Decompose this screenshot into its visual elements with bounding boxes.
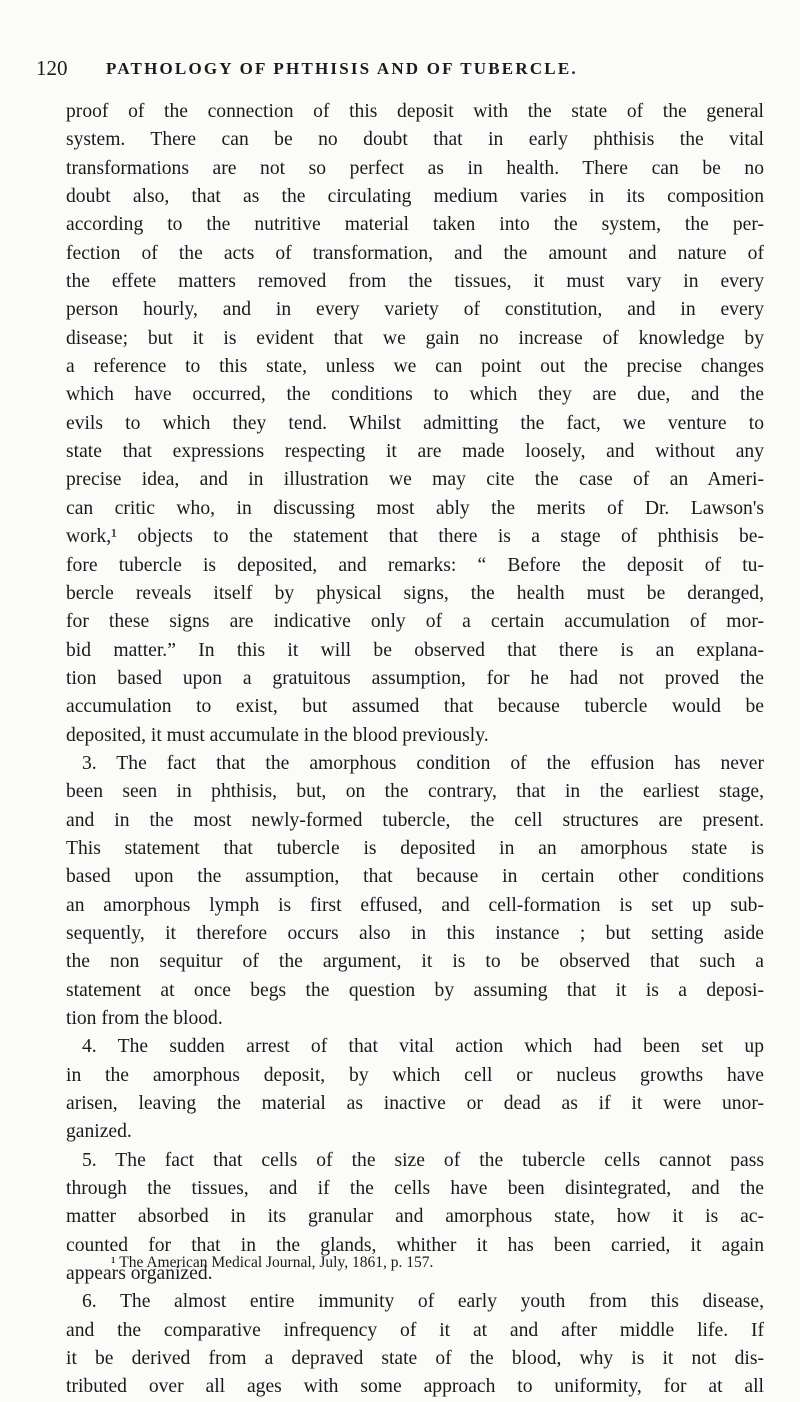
text-line: evils to which they tend. Whilst admitting the fact, we venture to: [66, 412, 764, 434]
text-line: matter absorbed in its granular and amorphous state, how it is ac-: [66, 1206, 764, 1228]
text-line: based upon the assumption, that because in certain other conditions: [66, 866, 764, 888]
text-line: accumulation to exist, but assumed that because tubercle would be: [66, 696, 764, 718]
page-number: 120: [36, 56, 68, 80]
text-line: deposited, it must accumulate in the blood previously.: [66, 724, 489, 746]
text-line: through the tissues, and if the cells have been disintegrated, and the: [66, 1178, 764, 1200]
footnote: ¹ The American Medical Journal, July, 1861, p. 157.: [111, 1254, 434, 1271]
text-line: ganized.: [66, 1121, 132, 1143]
text-line: for these signs are indicative only of a certain accumulation of mor-: [66, 611, 764, 633]
text-line: bercle reveals itself by physical signs, the health must be deranged,: [66, 582, 764, 604]
text-line: person hourly, and in every variety of constitution, and in every: [66, 299, 764, 321]
text-line: the effete matters removed from the tissues, it must vary in every: [66, 271, 764, 293]
text-line: an amorphous lymph is first effused, and cell-formation is set up sub-: [66, 894, 764, 916]
text-line: work,¹ objects to the statement that there is a stage of phthisis be-: [66, 526, 764, 548]
text-line: in the amorphous deposit, by which cell or nucleus growths have: [66, 1064, 764, 1086]
text-line: a reference to this state, unless we can point out the precise changes: [66, 356, 764, 378]
text-line: according to the nutritive material taken into the system, the per-: [66, 214, 764, 236]
text-line: proof of the connection of this deposit with the state of the general: [66, 101, 764, 122]
text-line: system. There can be no doubt that in early phthisis the vital: [66, 129, 764, 151]
text-line: 6. The almost entire immunity of early youth from this disease,: [82, 1291, 764, 1313]
text-line: statement at once begs the question by assuming that it is a deposi-: [66, 979, 764, 1001]
text-line: tion based upon a gratuitous assumption, for he had not proved the: [66, 667, 764, 689]
text-line: appears organized.: [66, 1263, 213, 1285]
body-text: [66, 98, 764, 1402]
text-line: 5. The fact that cells of the size of the tubercle cells cannot pass: [82, 1149, 764, 1171]
text-line: which have occurred, the conditions to which they are due, and the: [66, 384, 764, 406]
text-line: fore tubercle is deposited, and remarks: “ Before the deposit of tu-: [66, 554, 764, 576]
text-line: doubt also, that as the circulating medium varies in its composition: [66, 186, 764, 208]
text-line: 3. The fact that the amorphous condition of the effusion has never: [82, 752, 764, 774]
text-line: precise idea, and in illustration we may cite the case of an Ameri-: [66, 469, 764, 491]
text-line: and the comparative infrequency of it at and after middle life. If: [66, 1319, 764, 1341]
text-line: tributed over all ages with some approach to uniformity, for at all: [66, 1376, 764, 1398]
text-line: can critic who, in discussing most ably the merits of Dr. Lawson's: [66, 497, 764, 519]
text-line: disease; but it is evident that we gain no increase of knowledge by: [66, 327, 764, 349]
page-header: [36, 56, 760, 86]
text-line: it be derived from a depraved state of the blood, why is it not dis-: [66, 1348, 764, 1370]
text-line: 4. The sudden arrest of that vital action which had been set up: [82, 1036, 764, 1058]
text-line: fection of the acts of transformation, and the amount and nature of: [66, 242, 764, 264]
running-title: PATHOLOGY OF PHTHISIS AND OF TUBERCLE.: [106, 59, 578, 78]
text-line: tion from the blood.: [66, 1008, 223, 1029]
text-line: and in the most newly-formed tubercle, the cell structures are present.: [66, 809, 764, 831]
text-line: transformations are not so perfect as in health. There can be no: [66, 157, 764, 179]
text-line: state that expressions respecting it are made loosely, and without any: [66, 441, 764, 463]
text-line: counted for that in the glands, whither it has been carried, it again: [66, 1234, 764, 1256]
text-line: bid matter.” In this it will be observed that there is an explana-: [66, 639, 764, 661]
text-line: This statement that tubercle is deposited in an amorphous state is: [66, 837, 764, 859]
text-line: sequently, it therefore occurs also in this instance ; but setting aside: [66, 922, 764, 944]
text-line: the non sequitur of the argument, it is to be observed that such a: [66, 951, 764, 973]
text-line: arisen, leaving the material as inactive or dead as if it were unor-: [66, 1093, 764, 1115]
text-line: been seen in phthisis, but, on the contrary, that in the earliest stage,: [66, 781, 764, 803]
